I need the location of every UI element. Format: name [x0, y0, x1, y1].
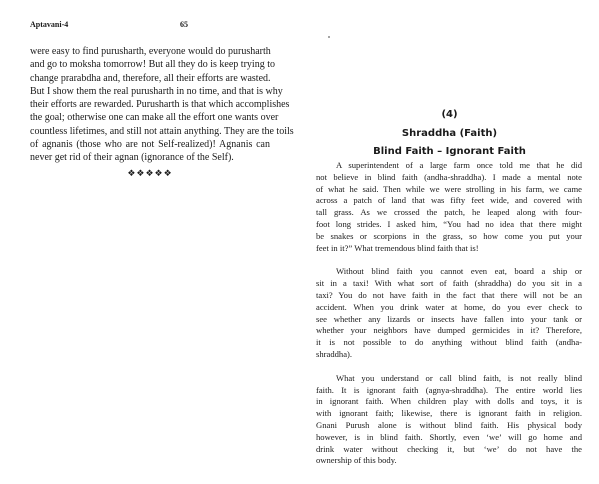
text-line: But I show them the real purusharth in no time, and that is why — [30, 85, 283, 97]
running-title: Aptavani-4 — [30, 20, 69, 29]
text-line: drink water without checking it, but ‘we’ do not have the — [316, 443, 582, 454]
text-line: it is not possible to do anything without blind faith (andha- — [316, 337, 582, 348]
text-line: the goal; otherwise one can make all the effort one wants over — [30, 112, 279, 124]
text-line: feet in it?” What tremendous blind faith that is! — [316, 242, 479, 253]
text-line: What you understand or call blind faith, is not really blind — [336, 372, 582, 383]
page-mark-dot — [328, 36, 330, 38]
text-line: faith. It is ignorant faith (agnya-shraddha). The entire world lies — [316, 384, 582, 395]
text-line: whether your neighbors have dumped germicides in it? Therefore, — [316, 325, 582, 336]
right-page — [300, 0, 599, 484]
text-line: were easy to find purusharth, everyone would do purusharth — [30, 46, 271, 57]
text-line: tall grass. As we crossed the patch, he leaped along with four- — [316, 207, 582, 218]
text-line: and go to moksha tomorrow! But all they do is keep trying to — [30, 59, 275, 71]
text-line: across a patch of land that was fifty feet wide, and covered with — [316, 195, 582, 206]
text-line: foot long strides. I asked him, “You had no idea that there might — [316, 218, 582, 229]
text-line: Without blind faith you cannot even eat, board a ship or — [336, 266, 582, 277]
text-line: never get rid of their agnan (ignorance of the Self). — [30, 152, 234, 164]
text-line: countless lifetimes, and still not attain anything. They are the toils — [30, 125, 294, 137]
text-line: in ignorant faith. When children play with dolls and toys, it is — [316, 396, 582, 407]
paragraph — [316, 160, 582, 254]
paragraph — [316, 373, 582, 467]
text-line: accident. When you drink water at home, do you ever check to — [316, 301, 582, 312]
text-line: shraddha). — [316, 348, 353, 359]
page-number: 65 — [180, 20, 188, 29]
left-page-body — [30, 45, 294, 179]
text-line: their efforts are rewarded. Purusharth is that which accomplishes — [30, 99, 290, 111]
text-line: ownership of this body. — [316, 455, 397, 466]
text-line: of what he said. Then while we were strolling in his farm, we came — [316, 183, 582, 194]
text-line: however, is in blind faith. Shortly, even ‘we’ will go home and — [316, 431, 582, 442]
text-line: not believe in blind faith (andha-shraddha). I made a mental note — [316, 171, 582, 182]
text-line: be snakes or scorpions in the grass, so how come you put your — [316, 230, 582, 241]
text-line: sit in a taxi! With what sort of faith (shraddha) do you sit in a — [316, 278, 582, 289]
text-line: Gnani Purush alone is without blind faith. His physical body — [316, 419, 582, 430]
text-line: taxi? You do not have faith in the fact that there will not be an — [316, 289, 582, 300]
paragraph — [316, 266, 582, 360]
section-end-ornament: ❖❖❖❖❖ — [127, 168, 173, 179]
chapter-number: (4) — [441, 109, 458, 120]
text-line: A superintendent of a large farm once told me that he did — [336, 160, 582, 170]
running-header — [30, 20, 270, 32]
chapter-subtitle: Blind Faith – Ignorant Faith — [373, 146, 526, 157]
text-line: with ignorant faith; likewise, there is ignorant faith in religion. — [316, 408, 582, 419]
chapter-title: Shraddha (Faith) — [401, 128, 498, 139]
text-line: see whether any lizards or insects have fallen into your tank or — [316, 313, 582, 324]
text-line: change prarabdha and, therefore, all their efforts are wasted. — [30, 72, 271, 84]
right-page-body — [316, 160, 582, 479]
text-line: of agnanis (those who are not Self-realized)! Agnanis can — [30, 139, 270, 151]
